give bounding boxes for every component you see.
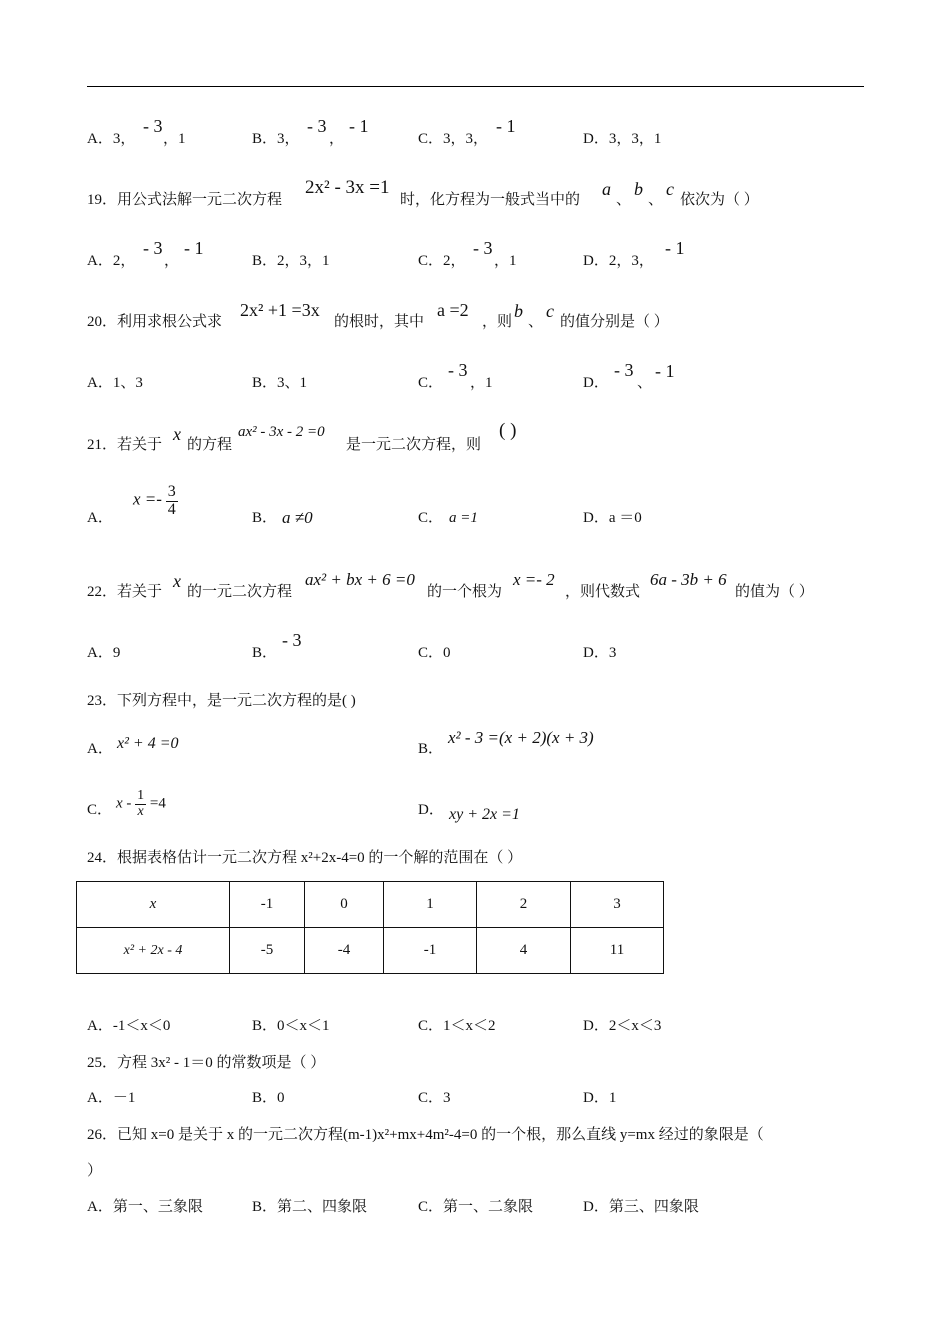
q19-var-a: a	[602, 179, 611, 199]
q21-option-a-denominator: 4	[167, 500, 176, 518]
table-row	[77, 928, 664, 974]
q19-equation: 2x² - 3x =1	[305, 177, 390, 198]
q23-option-c-denominator: x	[137, 803, 144, 819]
q18-option-b-sep: ，	[329, 131, 345, 147]
q21-option-a[interactable]: A．	[87, 510, 113, 526]
q19-option-c-rest: ，1	[494, 253, 517, 269]
q23-stem: 23．下列方程中，是一元二次方程的是( )	[87, 693, 356, 709]
q20-a-value: a =2	[437, 300, 469, 320]
q20-equation: 2x² +1 =3x	[240, 300, 320, 320]
table-cell: -1	[384, 928, 477, 974]
q19-option-a-value2: - 1	[184, 238, 204, 258]
q23-option-c-expr	[116, 789, 166, 819]
q20-option-a[interactable]: A．1、3	[87, 375, 143, 391]
q18-option-b[interactable]: B．3，	[252, 131, 300, 147]
q25-option-b[interactable]: B．0	[252, 1090, 285, 1106]
q22-option-d[interactable]: D．3	[583, 645, 617, 661]
q20-option-b[interactable]: B．3、1	[252, 375, 308, 391]
q19-option-d[interactable]: D．2，3，	[583, 253, 654, 269]
q19-var-c: c	[666, 179, 674, 199]
q20-option-d-value1: - 3	[614, 360, 634, 380]
q24-stem: 24．根据表格估计一元二次方程 x²+2x-4=0 的一个解的范围在（ ）	[87, 850, 523, 866]
q21-option-a-numerator: 3	[167, 483, 176, 500]
q19-option-a[interactable]: A．2，	[87, 253, 136, 269]
q18-option-b-value2: - 1	[349, 116, 369, 136]
q26-option-c[interactable]: C．第一、二象限	[418, 1199, 534, 1215]
q21-stem-pre: 21．若关于	[87, 437, 163, 453]
table-header-cell: x	[77, 882, 230, 928]
q21-option-c[interactable]: C．	[418, 510, 444, 526]
q18-option-c-value: - 1	[496, 116, 516, 136]
q21-option-a-expr	[133, 484, 178, 519]
q23-option-c-rhs: =4	[149, 795, 166, 812]
table-cell: -5	[230, 928, 305, 974]
table-cell: 0	[305, 882, 384, 928]
q24-option-d[interactable]: D．2＜x＜3	[583, 1018, 662, 1034]
table-cell: 11	[571, 928, 664, 974]
q24-option-b[interactable]: B．0＜x＜1	[252, 1018, 330, 1034]
q20-stem-mid2: ，则	[482, 314, 513, 330]
q21-stem-post: 是一元二次方程，则	[346, 437, 482, 453]
q21-option-a-fraction	[166, 484, 178, 519]
q19-var-b: b	[634, 179, 643, 199]
q20-stem-post: 的值分别是（ ）	[560, 314, 669, 330]
q20-option-c[interactable]: C．	[418, 375, 444, 391]
q19-stem-mid: 时，化方程为一般式当中的	[400, 192, 581, 208]
q25-stem: 25．方程 3x² - 1＝0 的常数项是（ ）	[87, 1055, 326, 1071]
q22-equation: ax² + bx + 6 =0	[305, 570, 415, 589]
q20-option-c-value: - 3	[448, 360, 468, 380]
q19-option-d-value: - 1	[665, 238, 685, 258]
q23-option-d-expr: xy + 2x =1	[449, 806, 520, 823]
q22-expression: 6a - 3b + 6	[650, 570, 727, 589]
q18-option-a[interactable]: A．3，	[87, 131, 136, 147]
q20-stem-mid: 的根时，其中	[334, 314, 425, 330]
q19-stem-pre: 19．用公式法解一元二次方程	[87, 192, 283, 208]
table-header-cell: x² + 2x - 4	[77, 928, 230, 974]
q22-option-b[interactable]: B．	[252, 645, 278, 661]
q24-option-c[interactable]: C．1＜x＜2	[418, 1018, 496, 1034]
q20-option-d-sep: 、	[637, 375, 653, 391]
q19-option-a-sep: ，	[164, 253, 180, 269]
q24-value-table	[76, 881, 664, 974]
q22-stem-post: 的值为（ ）	[735, 584, 814, 600]
q20-stem-pre: 20．利用求根公式求	[87, 314, 223, 330]
q18-option-b-value1: - 3	[307, 116, 327, 136]
q19-stem-post: 依次为（ ）	[680, 192, 759, 208]
q25-option-c[interactable]: C．3	[418, 1090, 451, 1106]
q21-stem-mid: 的方程	[187, 437, 233, 453]
q20-option-d-value2: - 1	[655, 361, 675, 381]
q23-option-d[interactable]: D．	[418, 802, 444, 818]
q22-var-x: x	[173, 571, 181, 591]
q21-var-x: x	[173, 424, 181, 444]
q19-sep1: 、	[616, 192, 632, 208]
q21-answer-paren: ( )	[499, 420, 517, 441]
q23-option-c-fraction	[135, 789, 146, 819]
q18-option-a-value: - 3	[143, 116, 163, 136]
q22-option-c[interactable]: C．0	[418, 645, 451, 661]
q22-root: x =- 2	[513, 570, 555, 589]
q19-option-b[interactable]: B．2，3，1	[252, 253, 330, 269]
q20-var-b: b	[514, 301, 523, 321]
table-cell: -1	[230, 882, 305, 928]
q21-option-c-expr: a =1	[449, 510, 478, 526]
q25-option-d[interactable]: D．1	[583, 1090, 617, 1106]
q21-option-d[interactable]: D．a ＝0	[583, 510, 642, 526]
q20-var-c: c	[546, 301, 554, 321]
q19-sep2: 、	[648, 192, 664, 208]
q22-option-a[interactable]: A．9	[87, 645, 121, 661]
q23-option-a-expr: x² + 4 =0	[117, 735, 179, 752]
q19-option-c[interactable]: C．2，	[418, 253, 466, 269]
table-cell: -4	[305, 928, 384, 974]
header-rule	[87, 86, 864, 87]
q22-option-b-value: - 3	[282, 630, 302, 650]
q22-stem-mid3: ，则代数式	[565, 584, 641, 600]
q19-option-a-value1: - 3	[143, 238, 163, 258]
q26-option-a[interactable]: A．第一、三象限	[87, 1199, 203, 1215]
q22-stem-mid2: 的一个根为	[427, 584, 503, 600]
q21-equation: ax² - 3x - 2 =0	[238, 424, 325, 440]
q23-option-b-expr: x² - 3 =(x + 2)(x + 3)	[448, 728, 594, 747]
q19-option-c-value: - 3	[473, 238, 493, 258]
q23-option-c-numerator: 1	[137, 788, 145, 803]
table-cell: 2	[477, 882, 571, 928]
q23-option-b[interactable]: B．	[418, 741, 444, 757]
table-cell: 1	[384, 882, 477, 928]
table-row	[77, 882, 664, 928]
q22-stem-pre: 22．若关于	[87, 584, 163, 600]
q23-option-a[interactable]: A．	[87, 741, 113, 757]
q22-stem-mid: 的一元二次方程	[187, 584, 293, 600]
q26-option-b[interactable]: B．第二、四象限	[252, 1199, 368, 1215]
q20-sep: 、	[528, 314, 544, 330]
table-cell: 4	[477, 928, 571, 974]
q25-option-a[interactable]: A．－1	[87, 1090, 136, 1106]
q21-option-b[interactable]: B．	[252, 510, 278, 526]
q18-option-c[interactable]: C．3，3，	[418, 131, 489, 147]
q21-option-a-lhs: x =-	[133, 489, 162, 509]
q26-option-d[interactable]: D．第三、四象限	[583, 1199, 699, 1215]
q18-option-a-rest: ，1	[163, 131, 186, 147]
q20-option-d[interactable]: D．	[583, 375, 609, 391]
q26-stem-line2: ）	[87, 1163, 103, 1179]
q20-option-c-rest: ，1	[470, 375, 493, 391]
q26-stem-line1: 26．已知 x=0 是关于 x 的一元二次方程(m-1)x²+mx+4m²-4=0 的一个根，那么直线 y=mx 经过的象限是（	[87, 1127, 764, 1143]
q21-option-b-expr: a ≠0	[282, 508, 313, 527]
q18-option-d[interactable]: D．3，3，1	[583, 131, 662, 147]
q24-option-a[interactable]: A．-1＜x＜0	[87, 1018, 171, 1034]
table-cell: 3	[571, 882, 664, 928]
q23-option-c-lhs: x -	[116, 795, 132, 812]
q23-option-c[interactable]: C．	[87, 802, 113, 818]
